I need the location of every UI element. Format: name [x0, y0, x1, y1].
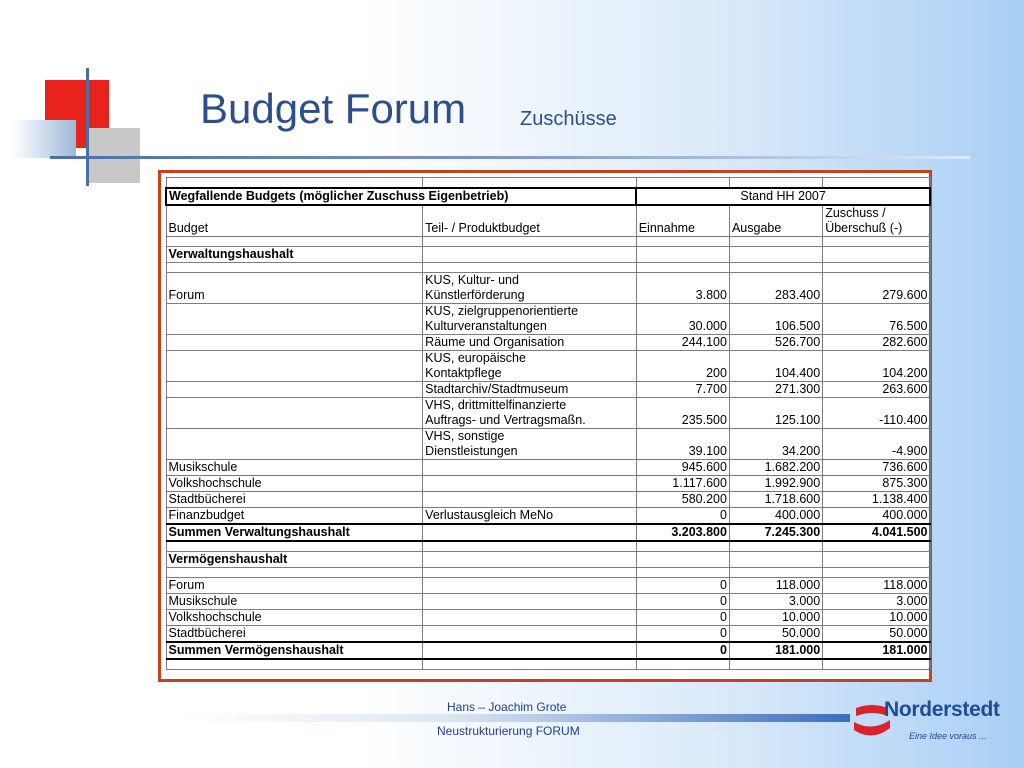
table-row — [166, 492, 930, 508]
cell-ausgabe: 104.400 — [729, 351, 822, 382]
footer-line — [180, 714, 850, 722]
vermoegen-sum-row — [166, 642, 930, 659]
cell-zuschuss: 736.600 — [823, 460, 930, 476]
col-header-zuschuss-line2: Überschuß (-) — [825, 221, 903, 235]
cell-ausgabe: 271.300 — [729, 382, 822, 398]
cell-teilbudget — [423, 492, 637, 508]
cell-teilbudget — [423, 626, 637, 643]
decor-blue-square — [12, 120, 76, 158]
table-row — [166, 335, 930, 351]
cell-zuschuss: 263.600 — [823, 382, 930, 398]
vermoegen-sum-einnahme: 0 — [636, 642, 729, 659]
cell-ausgabe: 283.400 — [729, 273, 822, 304]
cell-budget: Volkshochschule — [166, 476, 423, 492]
cell-zuschuss: 1.138.400 — [823, 492, 930, 508]
table-row — [166, 178, 930, 189]
cell-budget — [166, 382, 423, 398]
cell-einnahme: 1.117.600 — [636, 476, 729, 492]
table-row — [166, 273, 930, 304]
cell-teilbudget: VHS, drittmittelfinanzierte Auftrags- und Vertragsmaßn. — [423, 398, 637, 429]
cell-ausgabe: 34.200 — [729, 429, 822, 460]
verwaltung-sum-row — [166, 524, 930, 541]
title-underline — [50, 156, 970, 159]
cell-zuschuss: 76.500 — [823, 304, 930, 335]
table-row — [166, 429, 930, 460]
decor-vertical-line — [86, 68, 89, 186]
cell-ausgabe: 1.992.900 — [729, 476, 822, 492]
budget-table-frame — [158, 170, 932, 682]
table-row — [166, 351, 930, 382]
cell-einnahme: 30.000 — [636, 304, 729, 335]
slide-title: Budget Forum — [200, 85, 467, 132]
cell-einnahme: 39.100 — [636, 429, 729, 460]
logo-name: Norderstedt — [884, 698, 1000, 721]
cell-einnahme: 0 — [636, 578, 729, 594]
table-row — [166, 568, 930, 578]
cell-teilbudget: KUS, europäische Kontaktpflege — [423, 351, 637, 382]
table-row — [166, 541, 930, 552]
verwaltung-sum-label: Summen Verwaltungshaushalt — [166, 524, 423, 541]
cell-ausgabe: 526.700 — [729, 335, 822, 351]
cell-budget — [166, 335, 423, 351]
col-header-ausgabe: Ausgabe — [729, 205, 822, 237]
vermoegen-sum-zuschuss: 181.000 — [823, 642, 930, 659]
cell-einnahme: 244.100 — [636, 335, 729, 351]
cell-budget — [166, 351, 423, 382]
cell-zuschuss: 118.000 — [823, 578, 930, 594]
table-column-header-row — [166, 205, 930, 237]
cell-budget — [166, 304, 423, 335]
vermoegen-title-row — [166, 552, 930, 568]
cell-budget: Musikschule — [166, 460, 423, 476]
table-row — [166, 398, 930, 429]
cell-ausgabe: 125.100 — [729, 398, 822, 429]
table-row — [166, 304, 930, 335]
cell-zuschuss: 50.000 — [823, 626, 930, 643]
table-row — [166, 626, 930, 643]
cell-einnahme: 7.700 — [636, 382, 729, 398]
table-row — [166, 508, 930, 525]
cell-zuschuss: 282.600 — [823, 335, 930, 351]
cell-zuschuss: 3.000 — [823, 594, 930, 610]
budget-table — [165, 177, 931, 670]
cell-budget: Stadtbücherei — [166, 492, 423, 508]
cell-ausgabe: 50.000 — [729, 626, 822, 643]
cell-teilbudget — [423, 578, 637, 594]
stand-label: Stand HH 2007 — [636, 188, 930, 205]
cell-teilbudget — [423, 594, 637, 610]
cell-ausgabe: 10.000 — [729, 610, 822, 626]
table-row — [166, 476, 930, 492]
table-row — [166, 578, 930, 594]
col-header-teil: Teil- / Produktbudget — [423, 205, 637, 237]
cell-einnahme: 580.200 — [636, 492, 729, 508]
cell-teilbudget: Räume und Organisation — [423, 335, 637, 351]
table-row — [166, 382, 930, 398]
cell-budget: Forum — [166, 578, 423, 594]
cell-ausgabe: 3.000 — [729, 594, 822, 610]
cell-zuschuss: 279.600 — [823, 273, 930, 304]
slide-subtitle: Zuschüsse — [520, 108, 617, 130]
cell-ausgabe: 118.000 — [729, 578, 822, 594]
cell-zuschuss: 10.000 — [823, 610, 930, 626]
col-header-zuschuss-line1: Zuschuss / — [825, 206, 886, 220]
cell-zuschuss: 400.000 — [823, 508, 930, 525]
cell-budget: Stadtbücherei — [166, 626, 423, 643]
table-row — [166, 610, 930, 626]
vermoegen-sum-ausgabe: 181.000 — [729, 642, 822, 659]
cell-budget: Forum — [166, 273, 423, 304]
cell-ausgabe: 400.000 — [729, 508, 822, 525]
vermoegen-title: Vermögenshaushalt — [166, 552, 423, 568]
table-row — [166, 594, 930, 610]
cell-budget — [166, 429, 423, 460]
vermoegen-sum-label: Summen Vermögenshaushalt — [166, 642, 423, 659]
cell-einnahme: 0 — [636, 594, 729, 610]
verwaltung-title-row — [166, 247, 930, 263]
cell-teilbudget: KUS, Kultur- und Künstlerförderung — [423, 273, 637, 304]
cell-ausgabe: 1.682.200 — [729, 460, 822, 476]
footer-project: Neustrukturierung FORUM — [437, 724, 580, 738]
verwaltung-sum-ausgabe: 7.245.300 — [729, 524, 822, 541]
col-header-einnahme: Einnahme — [636, 205, 729, 237]
cell-budget — [166, 398, 423, 429]
cell-einnahme: 235.500 — [636, 398, 729, 429]
norderstedt-logo — [852, 698, 1000, 750]
cell-ausgabe: 1.718.600 — [729, 492, 822, 508]
cell-zuschuss: 875.300 — [823, 476, 930, 492]
table-row — [166, 659, 930, 670]
verwaltung-sum-einnahme: 3.203.800 — [636, 524, 729, 541]
cell-ausgabe: 106.500 — [729, 304, 822, 335]
verwaltung-sum-zuschuss: 4.041.500 — [823, 524, 930, 541]
cell-teilbudget: Stadtarchiv/Stadtmuseum — [423, 382, 637, 398]
cell-teilbudget: VHS, sonstige Dienstleistungen — [423, 429, 637, 460]
col-header-budget: Budget — [166, 205, 423, 237]
cell-einnahme: 945.600 — [636, 460, 729, 476]
table-row — [166, 237, 930, 247]
cell-einnahme: 0 — [636, 508, 729, 525]
cell-budget: Musikschule — [166, 594, 423, 610]
table-section-header-row — [166, 188, 930, 205]
cell-teilbudget — [423, 476, 637, 492]
table-row — [166, 263, 930, 273]
cell-zuschuss: -110.400 — [823, 398, 930, 429]
cell-einnahme: 0 — [636, 626, 729, 643]
cell-teilbudget — [423, 460, 637, 476]
cell-teilbudget — [423, 610, 637, 626]
cell-einnahme: 200 — [636, 351, 729, 382]
cell-budget: Finanzbudget — [166, 508, 423, 525]
section-header-label: Wegfallende Budgets (möglicher Zuschuss Eigenbetrieb) — [166, 188, 636, 205]
footer-author: Hans – Joachim Grote — [447, 700, 567, 714]
cell-teilbudget: KUS, zielgruppenorientierte Kulturveranstaltungen — [423, 304, 637, 335]
verwaltung-title: Verwaltungshaushalt — [166, 247, 423, 263]
cell-budget: Volkshochschule — [166, 610, 423, 626]
cell-zuschuss: -4.900 — [823, 429, 930, 460]
col-header-zuschuss — [823, 205, 930, 237]
cell-teilbudget: Verlustausgleich MeNo — [423, 508, 637, 525]
cell-einnahme: 3.800 — [636, 273, 729, 304]
cell-einnahme: 0 — [636, 610, 729, 626]
cell-zuschuss: 104.200 — [823, 351, 930, 382]
logo-slogan: Eine Idee voraus ... — [909, 731, 987, 741]
table-row — [166, 460, 930, 476]
